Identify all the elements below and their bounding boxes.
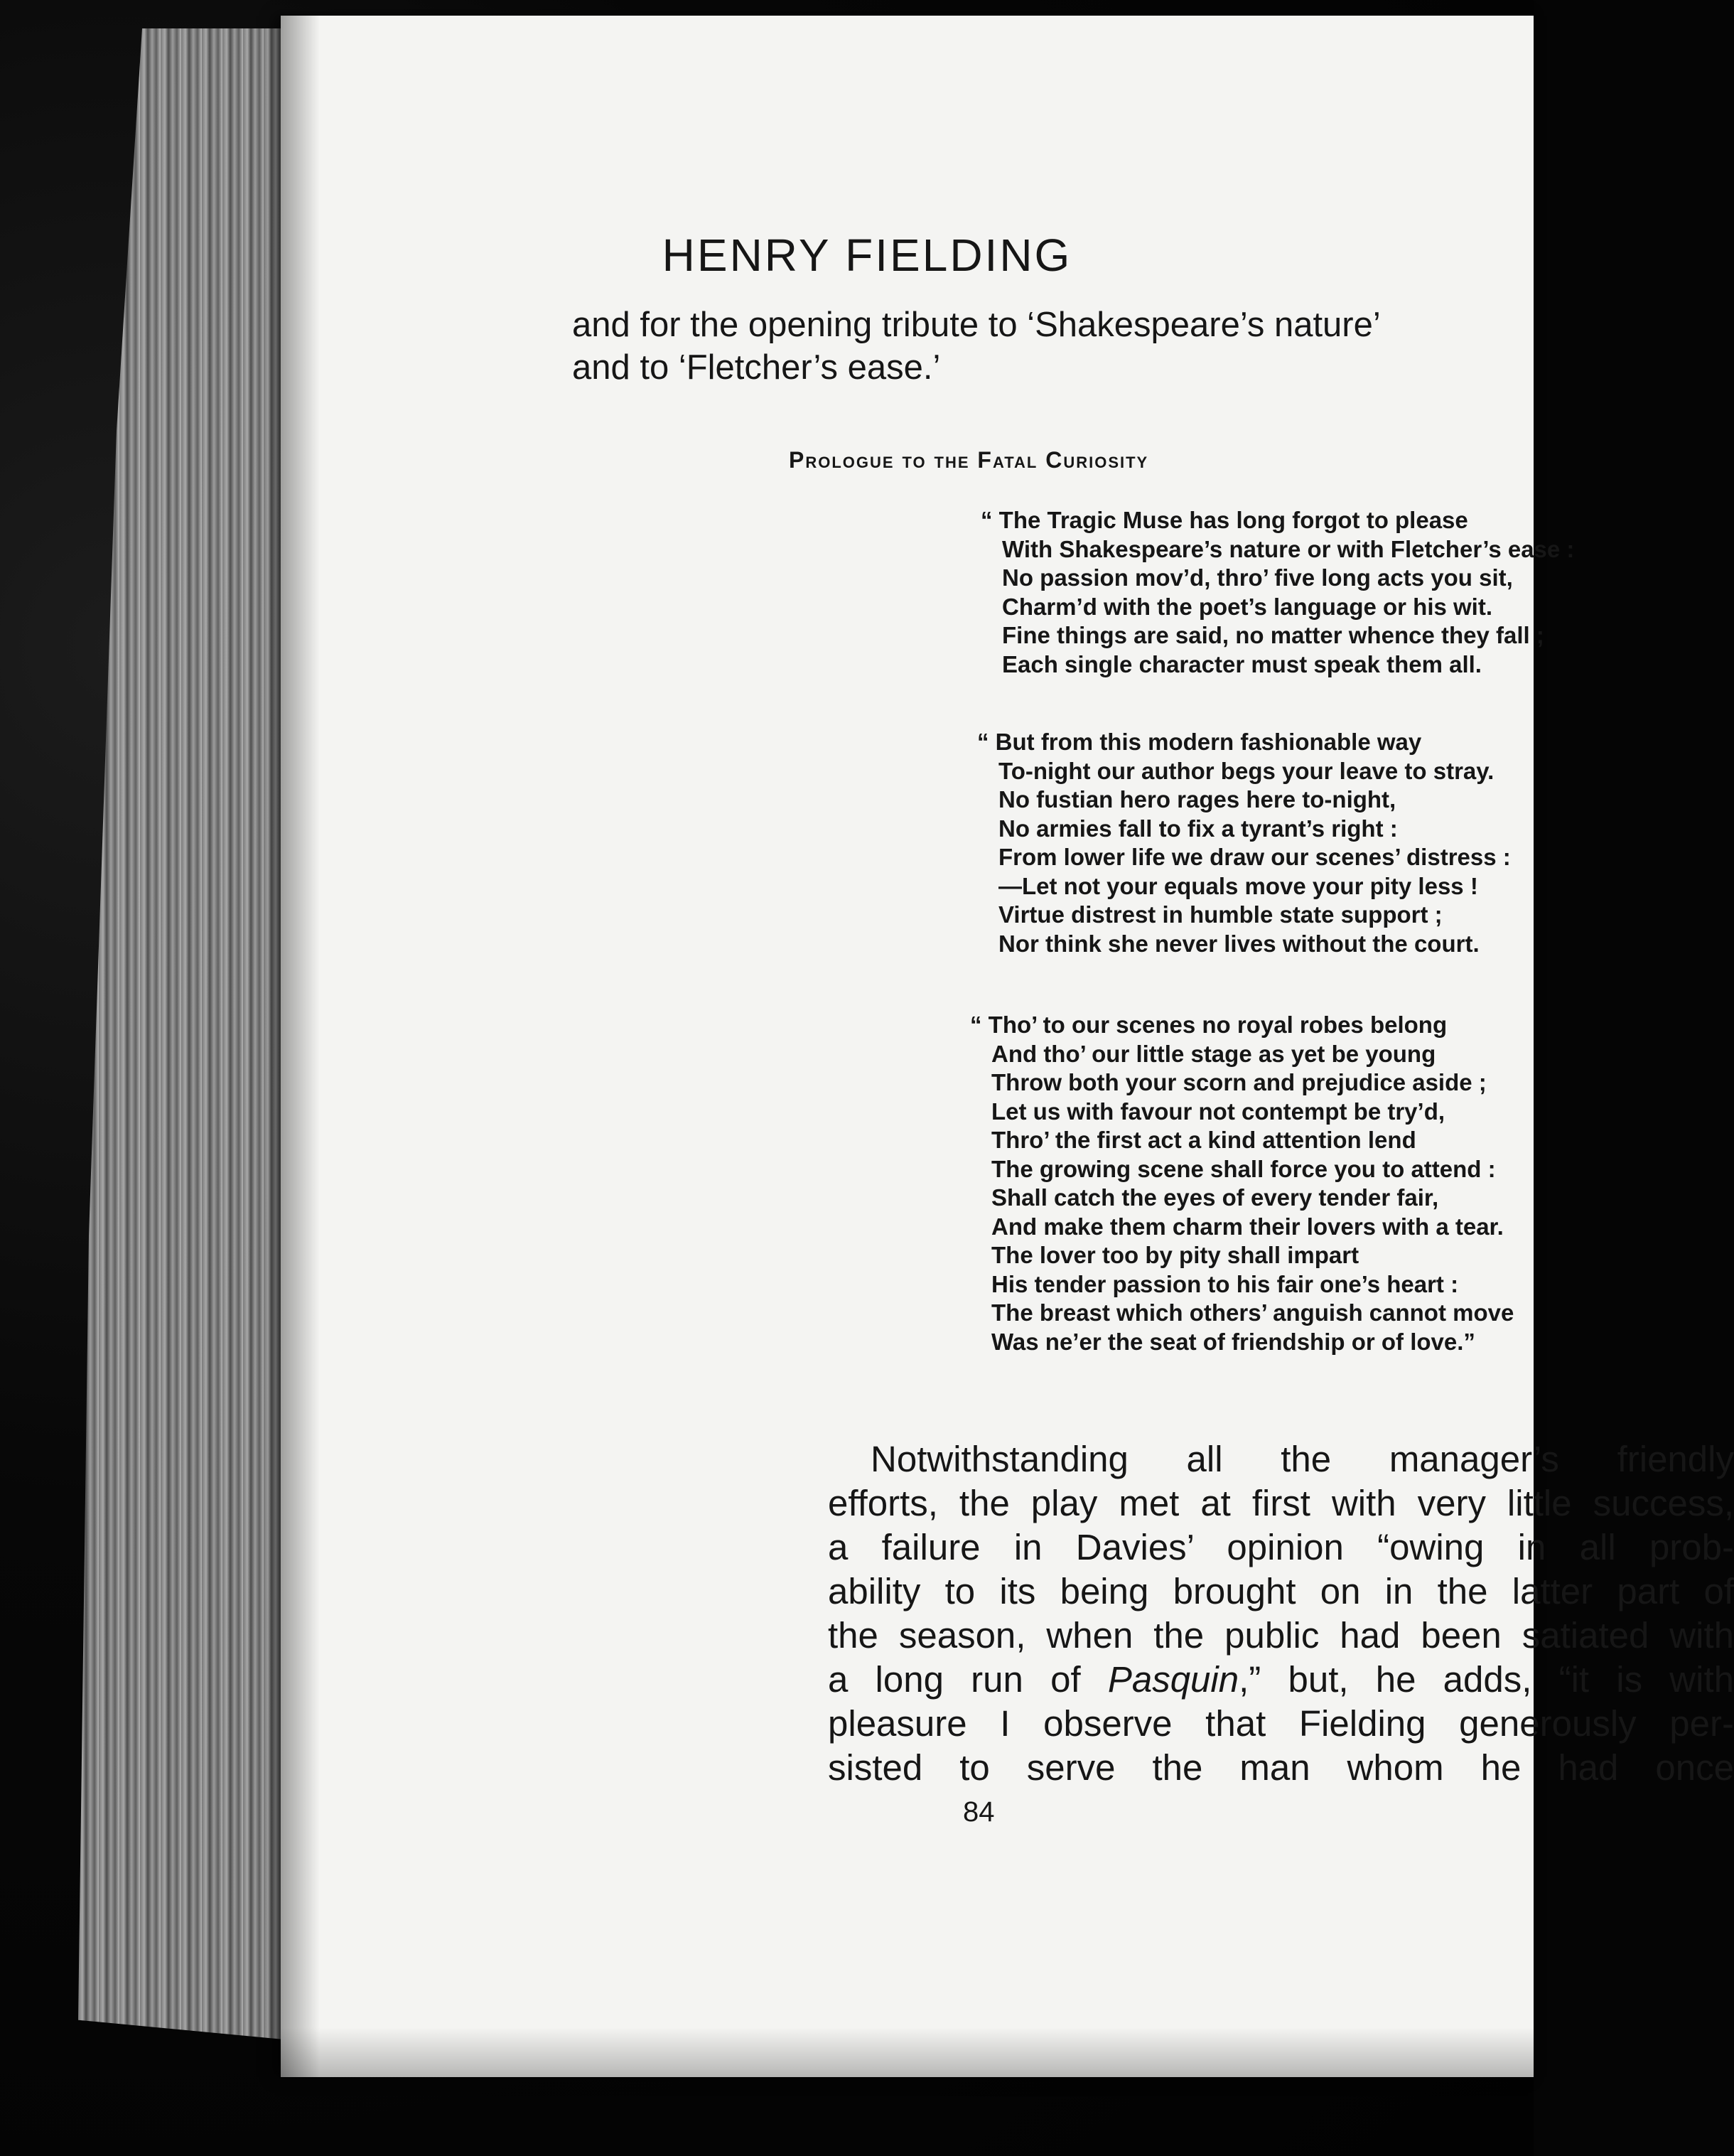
- poem-line: The growing scene shall force you to attend :: [991, 1155, 1496, 1182]
- poem-line: And make them charm their lovers with a tear.: [991, 1213, 1504, 1240]
- poem-line: Virtue distrest in humble state support ;: [998, 901, 1443, 928]
- intro-line: and for the opening tribute to ‘Shakespeare’s nature’: [572, 306, 1381, 344]
- poem-line: —Let not your equals move your pity less !: [998, 872, 1478, 899]
- body-paragraph: [828, 1437, 1734, 1790]
- poem-stanza: [977, 728, 1511, 958]
- play-title-italic: Pasquin: [1107, 1659, 1239, 1700]
- poem-line: Was ne’er the seat of friendship or of love.”: [991, 1328, 1475, 1355]
- poem-line: “ But from this modern fashionable way: [977, 729, 1422, 755]
- body-line: the season, when the public had been satiated with: [828, 1615, 1734, 1656]
- poem-line: Shall catch the eyes of every tender fair,: [991, 1184, 1439, 1211]
- poem-line: Let us with favour not contempt be try’d,: [991, 1098, 1445, 1125]
- body-line: efforts, the play met at first with very little success,: [828, 1483, 1734, 1523]
- poem-line: The breast which others’ anguish cannot move: [991, 1299, 1514, 1326]
- poem-line: With Shakespeare’s nature or with Fletcher’s ease :: [1002, 535, 1575, 562]
- poem-line: Fine things are said, no matter whence they fall ;: [1002, 622, 1544, 648]
- poem-line: His tender passion to his fair one’s heart :: [991, 1270, 1459, 1297]
- page-bottom-shadow: [281, 2027, 1534, 2077]
- intro-paragraph: [572, 304, 1539, 389]
- page-number: 84: [963, 1796, 995, 1828]
- body-line: a failure in Davies’ opinion “owing in all prob-: [828, 1527, 1734, 1567]
- poem-line: Nor think she never lives without the court.: [998, 930, 1480, 957]
- poem-stanza: [970, 1011, 1514, 1356]
- poem-line: No fustian hero rages here to-night,: [998, 786, 1396, 812]
- poem-line: Each single character must speak them all.: [1002, 650, 1482, 677]
- poem-line: No passion mov’d, thro’ five long acts you sit,: [1002, 564, 1513, 591]
- prologue-title: Prologue to the Fatal Curiosity: [789, 447, 1149, 473]
- poem-line: Charm’d with the poet’s language or his wit.: [1002, 593, 1493, 620]
- poem-line: To-night our author begs your leave to stray.: [998, 757, 1495, 784]
- poem-line: From lower life we draw our scenes’ distress :: [998, 844, 1511, 870]
- poem-line: The lover too by pity shall impart: [991, 1242, 1359, 1268]
- body-line: sisted to serve the man whom he had once: [828, 1747, 1734, 1788]
- body-line: ability to its being brought on in the latter part of: [828, 1571, 1734, 1611]
- body-line: pleasure I observe that Fielding generously per-: [828, 1703, 1734, 1744]
- poem-line: Thro’ the first act a kind attention lend: [991, 1127, 1416, 1153]
- body-line: a long run of Pasquin,” but, he adds, “it is with: [828, 1659, 1734, 1700]
- poem-line: Throw both your scorn and prejudice aside ;: [991, 1069, 1487, 1095]
- poem-line: And tho’ our little stage as yet be young: [991, 1040, 1436, 1067]
- poem-stanza: [981, 506, 1574, 679]
- poem-line: No armies fall to fix a tyrant’s right :: [998, 815, 1398, 842]
- gutter-shadow: [281, 16, 320, 2077]
- book-page: [281, 16, 1734, 2077]
- running-head: HENRY FIELDING: [662, 230, 1072, 281]
- poem-line: “ The Tragic Muse has long forgot to please: [981, 507, 1468, 533]
- body-line: Notwithstanding all the manager’s friendly: [871, 1439, 1734, 1479]
- intro-line: and to ‘Fletcher’s ease.’: [572, 348, 941, 387]
- poem-line: “ Tho’ to our scenes no royal robes belong: [970, 1012, 1448, 1038]
